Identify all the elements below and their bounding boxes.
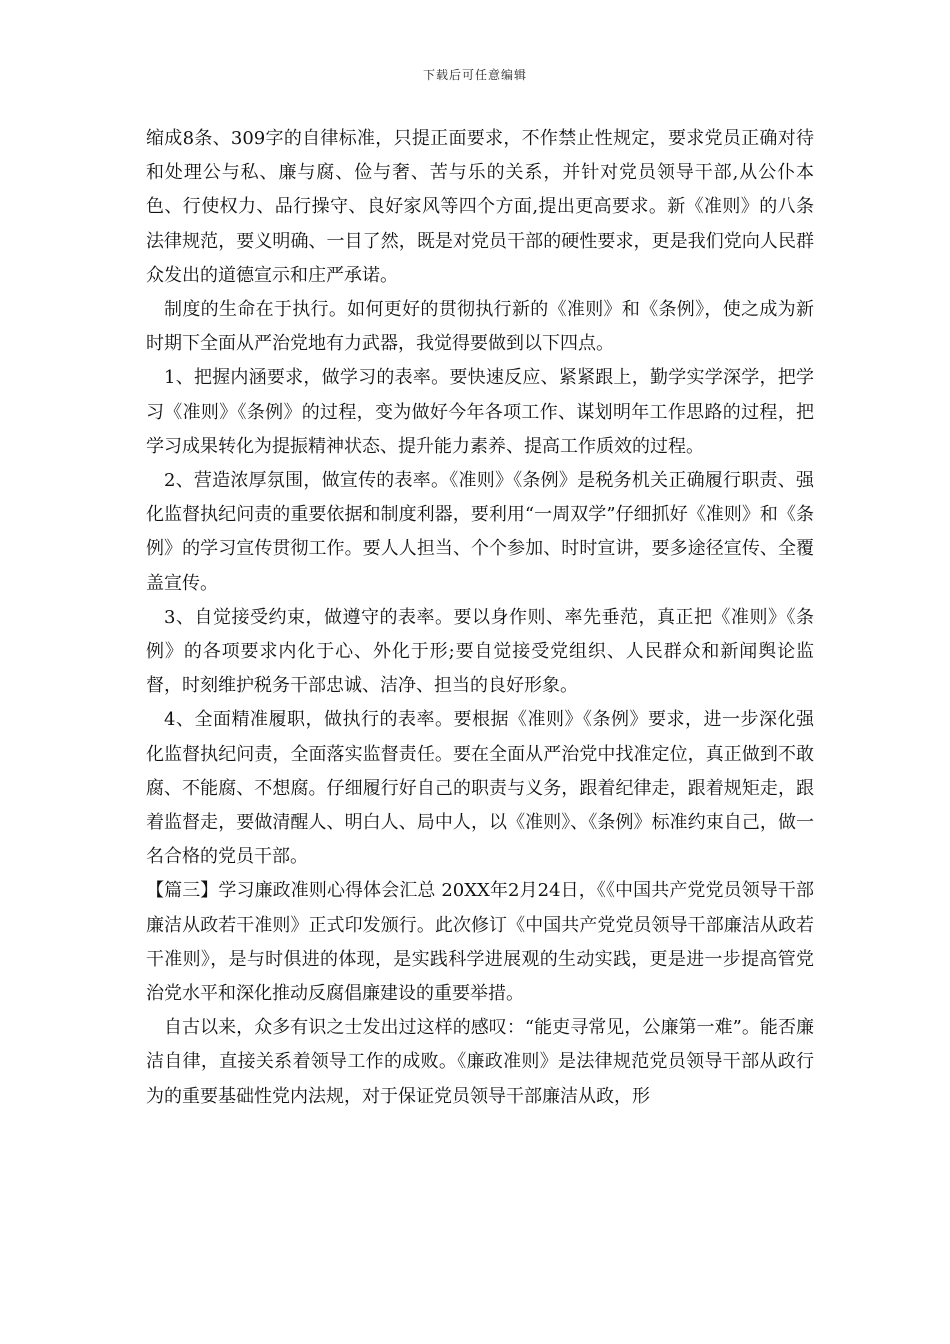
paragraph-point-2: 2、营造浓厚氛围，做宣传的表率。《准则》《条例》是税务机关正确履行职责、强化监督执纪问责的重要依据和制度利器，要利用“一周双学”仔细抓好《准则》和《条例》的学习宣传贯彻工作。要人人担当、个个参加、时时宣讲，要多途径宣传、全覆盖宣传。 xyxy=(146,470,814,594)
paragraph-closing: 自古以来，众多有识之士发出过这样的感叹：“能吏寻常见，公廉第一难”。能否廉洁自律，直接关系着领导工作的成败。《廉政准则》是法律规范党员领导干部从政行为的重要基础性党内法规，对于保证党员领导干部廉洁从政，形 xyxy=(146,1017,814,1107)
page-header: 下载后可任意编辑 xyxy=(422,68,527,82)
paragraph-point-3: 3、自觉接受约束，做遵守的表率。要以身作则、率先垂范，真正把《准则》《条例》的各项要求内化于心、外化于形;要自觉接受党组织、人民群众和新闻舆论监督，时刻维护税务干部忠诚、洁净、担当的良好形象。 xyxy=(146,606,814,697)
paragraph-execution-intro: 制度的生命在于执行。如何更好的贯彻执行新的《准则》和《条例》，使之成为新时期下全面从严治党地有力武器，我觉得要做到以下四点。 xyxy=(146,299,814,355)
paragraph-point-4: 4、全面精准履职，做执行的表率。要根据《准则》《条例》要求，进一步深化强化监督执纪问责，全面落实监督责任。要在全面从严治党中找准定位，真正做到不敢腐、不能腐、不想腐。仔细履行好自己的职责与义务，跟着纪律走，跟着规矩走，跟着监督走，要做清醒人、明白人、局中人，以《准则》、《条例》标准约束自己，做一名合格的党员干部。 xyxy=(146,709,814,868)
paragraph-part-three: 【篇三】学习廉政准则心得体会汇总 20XX年2月24日，《《中国共产党党员领导干部廉洁从政若干准则》正式印发颁行。此次修订《中国共产党党员领导干部廉洁从政若干准则》，是与时俱进的体现，是实践科学进展观的生动实践，更是进一步提高管党治党水平和深化推动反腐倡廉建设的重要举措。 xyxy=(146,880,814,1005)
paragraph-point-1: 1、把握内涵要求，做学习的表率。要快速反应、紧紧跟上，勤学实学深学，把学习《准则》《条例》的过程，变为做好今年各项工作、谋划明年工作思路的过程，把学习成果转化为提振精神状态、提升能力素养、提高工作质效的过程。 xyxy=(146,367,814,457)
document-body xyxy=(146,122,814,1114)
paragraph-continued: 缩成8条、309字的自律标准，只提正面要求，不作禁止性规定，要求党员正确对待和处理公与私、廉与腐、俭与奢、苦与乐的关系，并针对党员领导干部,从公仆本色、行使权力、品行操守、良好家风等四个方面,提出更高要求。新《准则》的八条法律规范，要义明确、一目了然，既是对党员干部的硬性要求，更是我们党向人民群众发出的道德宣示和庄严承诺。 xyxy=(146,128,814,286)
